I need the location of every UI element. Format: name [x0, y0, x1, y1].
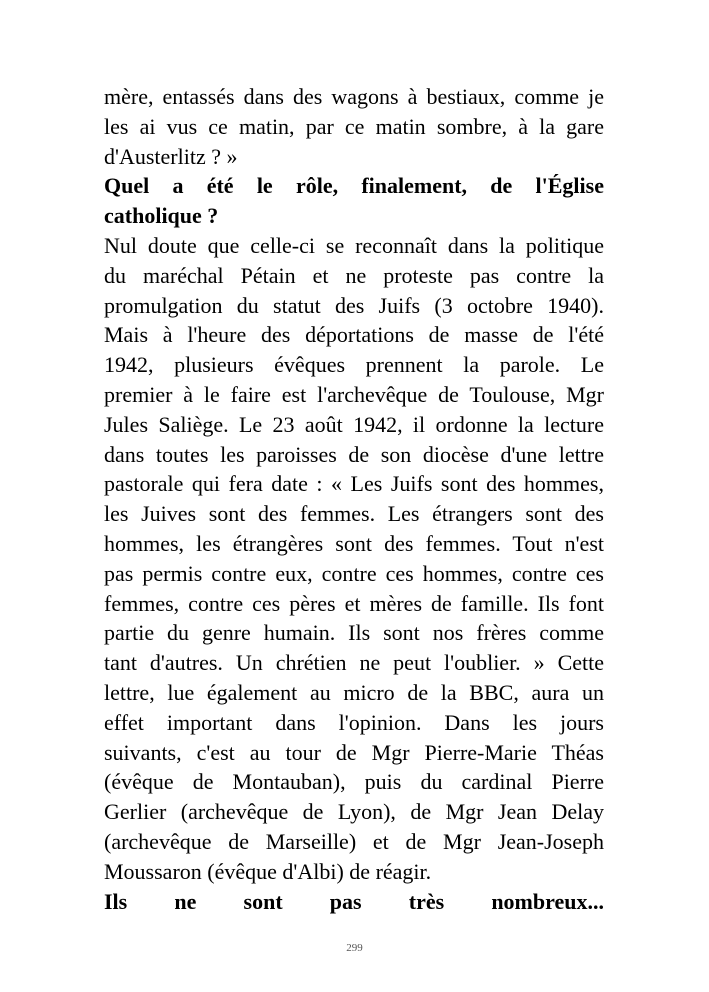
text-line: (archevêque de Marseille) et de Mgr Jean-Joseph [104, 828, 604, 854]
text-line: Quel a été le rôle, finalement, de l'Église [104, 173, 604, 199]
text-line: lettre, lue également au micro de la BBC, aura un [104, 679, 604, 705]
text-line: Nul doute que celle-ci se reconnaît dans la politique [104, 232, 604, 258]
paragraph-continued [104, 82, 604, 171]
text-line: (évêque de Montauban), puis du cardinal Pierre [104, 769, 604, 795]
text-line: Mais à l'heure des déportations de masse de l'été [104, 322, 604, 348]
text-line: d'Austerlitz ? » [104, 143, 238, 169]
text-line: Ils ne sont pas très nombreux... [104, 888, 604, 914]
text-line: pastorale qui fera date : « Les Juifs sont des hommes, [104, 471, 604, 497]
text-line: catholique ? [104, 203, 219, 229]
text-line: tant d'autres. Un chrétien ne peut l'oublier. » Cette [104, 650, 604, 676]
question-heading [104, 171, 604, 231]
text-line: femmes, contre ces pères et mères de famille. Ils font [104, 590, 604, 616]
text-line: mère, entassés dans des wagons à bestiaux, comme je [104, 84, 604, 109]
text-line: 1942, plusieurs évêques prennent la parole. Le [104, 352, 604, 378]
text-line: suivants, c'est au tour de Mgr Pierre-Marie Théas [104, 739, 604, 765]
text-line: Moussaron (évêque d'Albi) de réagir. [104, 858, 432, 884]
text-line: effet important dans l'opinion. Dans les jours [104, 709, 604, 735]
page-body [104, 82, 604, 916]
text-line: Gerlier (archevêque de Lyon), de Mgr Jean Delay [104, 799, 604, 825]
text-line: dans toutes les paroisses de son diocèse d'une lettre [104, 441, 604, 467]
answer-paragraph [104, 231, 604, 887]
text-line: premier à le faire est l'archevêque de Toulouse, Mgr [104, 381, 604, 407]
text-line: Jules Saliège. Le 23 août 1942, il ordonne la lecture [104, 411, 604, 437]
text-line: hommes, les étrangères sont des femmes. Tout n'est [104, 530, 604, 556]
page-number: 299 [346, 942, 363, 954]
text-line: pas permis contre eux, contre ces hommes, contre ces [104, 560, 604, 586]
text-line: promulgation du statut des Juifs (3 octobre 1940). [104, 292, 604, 318]
question-heading [104, 887, 604, 917]
text-line: du maréchal Pétain et ne proteste pas contre la [104, 262, 604, 288]
text-line: les Juives sont des femmes. Les étrangers sont des [104, 501, 604, 527]
text-line: partie du genre humain. Ils sont nos frères comme [104, 620, 604, 646]
text-line: les ai vus ce matin, par ce matin sombre, à la gare [104, 113, 604, 139]
